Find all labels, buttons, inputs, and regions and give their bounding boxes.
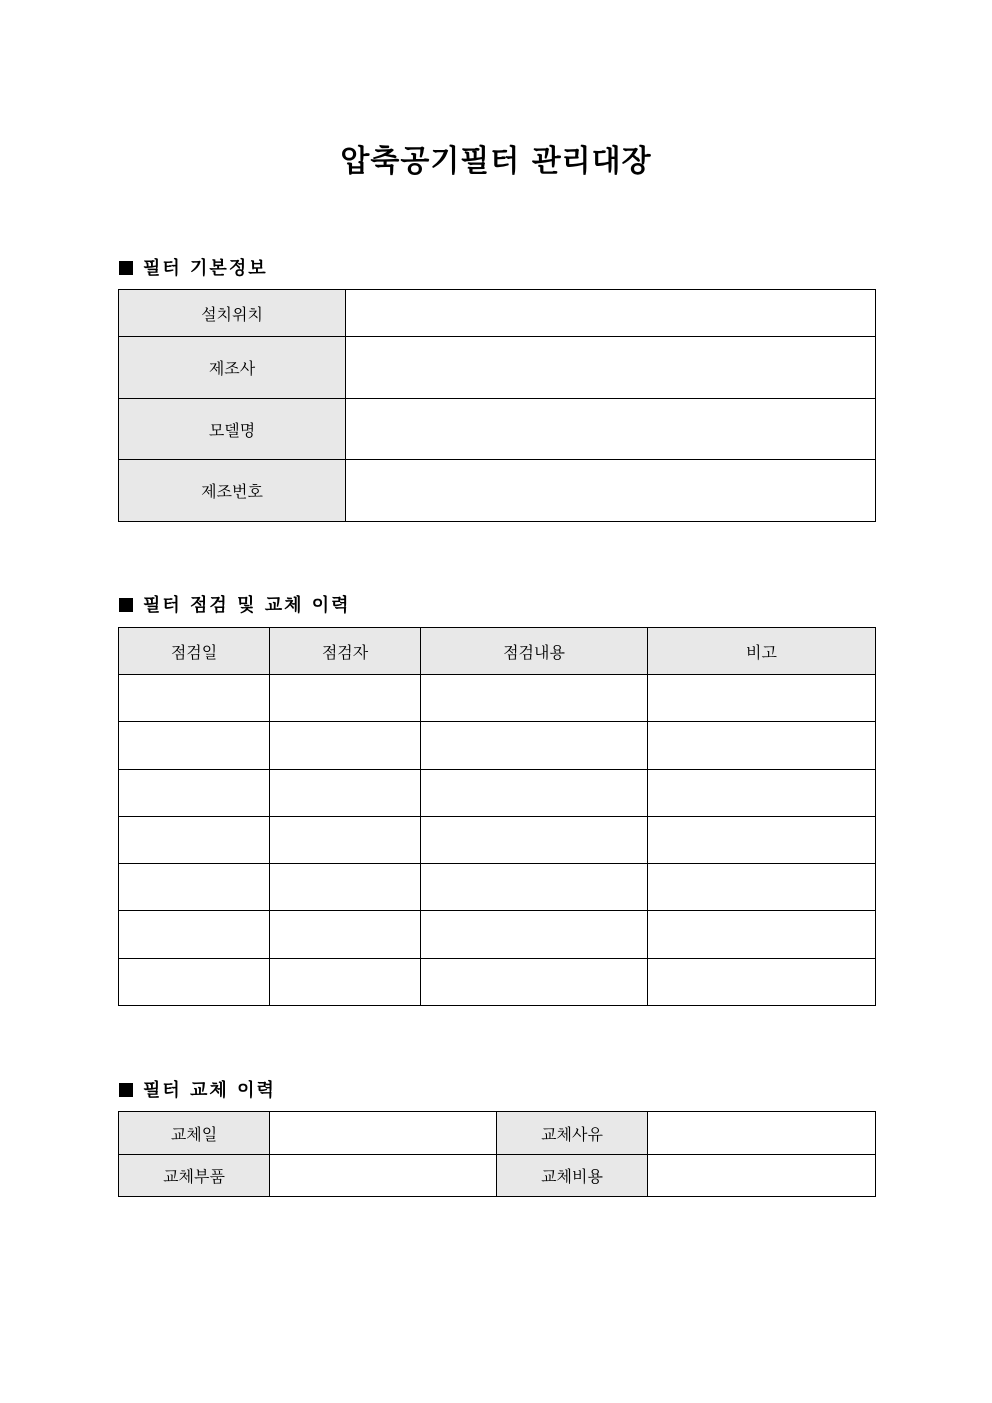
- label-manufacturer: 제조사: [119, 337, 346, 399]
- cell-inspector[interactable]: [270, 675, 421, 722]
- cell-inspector[interactable]: [270, 864, 421, 911]
- section-heading-inspection: [119, 591, 351, 617]
- cell-remarks[interactable]: [648, 675, 876, 722]
- table-row: [119, 460, 876, 522]
- cell-remarks[interactable]: [648, 864, 876, 911]
- cell-remarks[interactable]: [648, 911, 876, 959]
- table-row: [119, 722, 876, 770]
- label-replacement-parts: 교체부품: [119, 1155, 270, 1197]
- field-replacement-cost[interactable]: [648, 1155, 876, 1197]
- table-row: [119, 1112, 876, 1155]
- table-row: [119, 1155, 876, 1197]
- section-heading-basic-info: [119, 254, 268, 280]
- label-install-location: 설치위치: [119, 290, 346, 337]
- field-model-name[interactable]: [346, 399, 876, 460]
- table-header-row: [119, 628, 876, 675]
- table-row: [119, 959, 876, 1006]
- field-replacement-parts[interactable]: [270, 1155, 497, 1197]
- square-bullet-icon: [119, 261, 133, 275]
- cell-remarks[interactable]: [648, 770, 876, 817]
- label-replacement-cost: 교체비용: [497, 1155, 648, 1197]
- column-header-inspector: 점검자: [270, 628, 421, 675]
- table-row: [119, 399, 876, 460]
- table-row: [119, 864, 876, 911]
- cell-inspector[interactable]: [270, 722, 421, 770]
- table-row: [119, 770, 876, 817]
- cell-inspector[interactable]: [270, 959, 421, 1006]
- cell-inspection-date[interactable]: [119, 959, 270, 1006]
- cell-inspection-date[interactable]: [119, 770, 270, 817]
- page-title: 압축공기필터 관리대장: [340, 144, 652, 179]
- field-replacement-date[interactable]: [270, 1112, 497, 1155]
- table-row: [119, 675, 876, 722]
- cell-inspection-content[interactable]: [421, 959, 648, 1006]
- cell-inspection-date[interactable]: [119, 675, 270, 722]
- cell-inspector[interactable]: [270, 770, 421, 817]
- table-row: [119, 337, 876, 399]
- field-manufacturer[interactable]: [346, 337, 876, 399]
- field-replacement-reason[interactable]: [648, 1112, 876, 1155]
- cell-inspection-content[interactable]: [421, 817, 648, 864]
- cell-remarks[interactable]: [648, 817, 876, 864]
- cell-inspection-content[interactable]: [421, 864, 648, 911]
- cell-inspector[interactable]: [270, 817, 421, 864]
- cell-inspector[interactable]: [270, 911, 421, 959]
- section-heading-replacement: [119, 1076, 276, 1102]
- table-row: [119, 290, 876, 337]
- label-replacement-date: 교체일: [119, 1112, 270, 1155]
- section-heading-text: 필터 기본정보: [143, 258, 268, 279]
- cell-inspection-content[interactable]: [421, 675, 648, 722]
- cell-inspection-content[interactable]: [421, 770, 648, 817]
- column-header-remarks: 비고: [648, 628, 876, 675]
- cell-remarks[interactable]: [648, 959, 876, 1006]
- label-replacement-reason: 교체사유: [497, 1112, 648, 1155]
- field-serial-number[interactable]: [346, 460, 876, 522]
- section-heading-text: 필터 교체 이력: [143, 1080, 276, 1101]
- cell-inspection-date[interactable]: [119, 722, 270, 770]
- cell-inspection-content[interactable]: [421, 911, 648, 959]
- cell-remarks[interactable]: [648, 722, 876, 770]
- column-header-inspection-content: 점검내용: [421, 628, 648, 675]
- inspection-history-table: [118, 627, 876, 1006]
- table-row: [119, 817, 876, 864]
- cell-inspection-date[interactable]: [119, 864, 270, 911]
- cell-inspection-date[interactable]: [119, 817, 270, 864]
- cell-inspection-date[interactable]: [119, 911, 270, 959]
- square-bullet-icon: [119, 598, 133, 612]
- field-install-location[interactable]: [346, 290, 876, 337]
- section-heading-text: 필터 점검 및 교체 이력: [143, 595, 351, 616]
- square-bullet-icon: [119, 1083, 133, 1097]
- table-row: [119, 911, 876, 959]
- column-header-inspection-date: 점검일: [119, 628, 270, 675]
- cell-inspection-content[interactable]: [421, 722, 648, 770]
- basic-info-table: [118, 289, 876, 522]
- label-serial-number: 제조번호: [119, 460, 346, 522]
- label-model-name: 모델명: [119, 399, 346, 460]
- replacement-history-table: [118, 1111, 876, 1197]
